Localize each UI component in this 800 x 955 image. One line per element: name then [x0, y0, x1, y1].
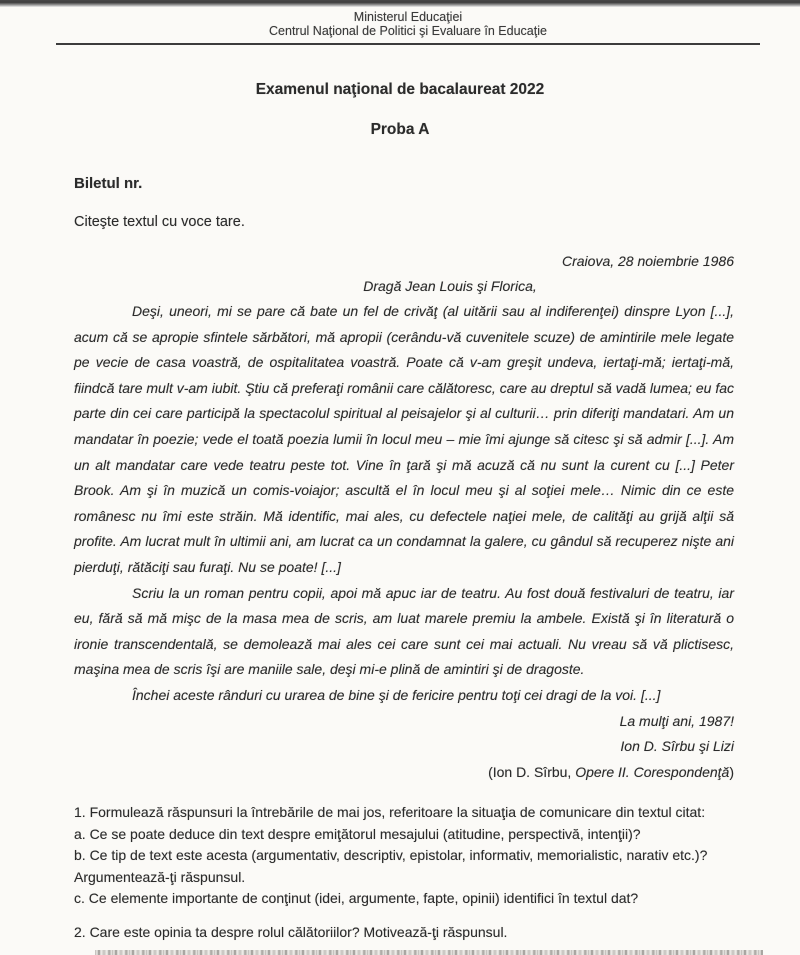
- question-1c: c. Ce elemente importante de conţinut (idei, argumente, fapte, opinii) identifici în textul dat?: [74, 889, 639, 906]
- letter-source-citation: [74, 760, 734, 786]
- letter-text-block: [74, 253, 734, 785]
- window-top-edge: [0, 0, 800, 7]
- question-1b: b. Ce tip de text este acesta (argumentativ, descriptiv, epistolar, informativ, memorialistic, narativ etc.)? Argumentează-ţi răspunsul.: [74, 847, 708, 885]
- letter-paragraph: Deşi, uneori, mi se pare că bate un fel de crivăţ (al uitării sau al indiferenţei) dinspre Lyon [...], acum că se apropie sfintele sărbători, mă apropii (cerându-vă cuvenitele scuze) de amintirile mele legate pe vecie de casa voastră, de ospitalitatea voastră. Poate că v-am greşit undeva, iertaţi-mă; iertaţi-mă, fiindcă tare mult v-am iubit. Ştiu că preferaţi românii care călătoresc, care au dreptul să vadă lumea; eu fac parte din cei care participă la spectacolul spiritual al peisajelor şi al culturii… prin diferiţi mandatari. Am un mandatar în poezie; vede el toată poezia lumii în locul meu – mie îmi ajunge să citesc şi să admir [...]. Am un alt mandatar care vede teatru peste tot. Vine în ţară şi mă acuză că nu sunt la curent cu [...] Peter Brook. Am şi în muzică un comis-voiajor; ascultă el în locul meu şi al soţiei mele… Nimic din ce este românesc nu îmi este străin. Mă identific, mai ales, cu defectele naţiei mele, de calităţi au grijă alţii să profite. Am lucrat mult în ultimii ani, am lucrat ca un condamnat la galere, cu gândul să recuperez nişte ani pierduţi, rătăciţi sau furaţi. Nu se poate! [...]: [74, 303, 734, 575]
- reading-instruction: Citeşte textul cu voce tare.: [74, 214, 245, 230]
- exam-subtitle: Proba A: [370, 121, 430, 138]
- question-1: 1. Formulează răspunsuri la întrebările de mai jos, referitoare la situaţia de comunicare din textul citat:: [74, 804, 706, 821]
- source-suffix: ): [729, 763, 734, 780]
- cutoff-next-line-strip: [95, 950, 763, 955]
- letter-paragraph: Închei aceste rânduri cu urarea de bine şi de fericire pentru toţi cei dragi de la voi. [...]: [132, 686, 661, 703]
- ministry-name: Ministerul Educaţiei: [353, 10, 463, 24]
- source-prefix: (Ion D. Sîrbu,: [488, 763, 576, 780]
- letter-signature: Ion D. Sîrbu şi Lizi: [620, 738, 734, 755]
- exam-title: Examenul naţional de bacalaureat 2022: [255, 81, 545, 98]
- ticket-number-label: Biletul nr.: [74, 175, 143, 192]
- ministry-header: [56, 11, 760, 45]
- center-name: Centrul Naţional de Politici şi Evaluare în Educaţie: [269, 23, 547, 38]
- letter-dateline: Craiova, 28 noiembrie 1986: [562, 253, 734, 269]
- letter-salutation: Dragă Jean Louis şi Florica,: [363, 278, 537, 294]
- letter-paragraph: Scriu la un roman pentru copii, apoi mă apuc iar de teatru. Au fost două festivaluri de teatru, iar eu, fără să mă mişc de la masa mea de scris, am luat marele premiu la ambele. Există şi în literatură o ironie transcendentală, se demolează mai ales cei care sunt cei mai actuali. Nu vreau să vă plictisesc, maşina mea de scris îşi are maniile sale, deşi mi-e plină de amintiri şi de dragoste.: [74, 584, 734, 678]
- source-work-title: Opere II. Corespondenţă: [575, 763, 730, 780]
- letter-closing-wish: La mulţi ani, 1987!: [619, 712, 734, 729]
- questions-block: [74, 802, 766, 943]
- question-1a: a. Ce se poate deduce din text despre emiţătorul mesajului (atitudine, perspectivă, intenţii)?: [74, 825, 641, 842]
- question-2: 2. Care este opinia ta despre rolul călătoriilor? Motivează-ţi răspunsul.: [74, 924, 508, 941]
